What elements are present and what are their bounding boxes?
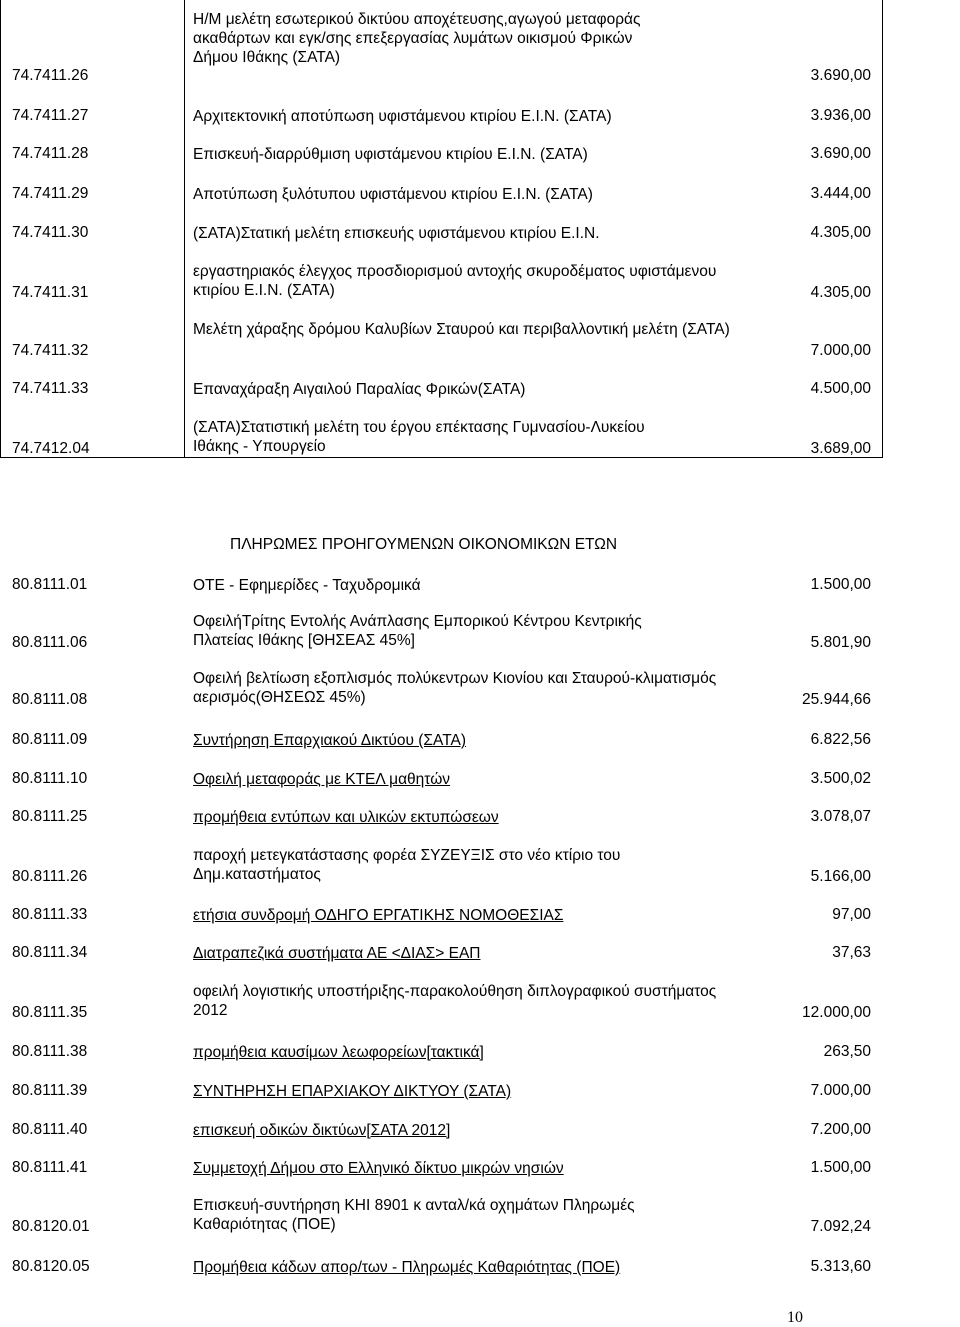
row-code: 80.8111.01 xyxy=(12,576,88,593)
row-code: 74.7411.30 xyxy=(12,224,89,241)
row-description: ΣΥΝΤΗΡΗΣΗ ΕΠΑΡΧΙΑΚΟΥ ΔΙΚΤΥΟΥ (ΣΑΤΑ) xyxy=(193,1083,512,1100)
row-code: 80.8111.10 xyxy=(12,770,88,787)
row-description: οφειλή λογιστικής υποστήριξης-παρακολούθηση διπλογραφικού συστήματος 2012 xyxy=(193,983,717,1019)
row-code: 74.7411.27 xyxy=(12,107,89,124)
row-code: 80.8111.40 xyxy=(12,1121,88,1138)
row-amount: 3.690,00 xyxy=(810,67,871,84)
row-amount: 3.078,07 xyxy=(810,808,871,825)
row-code: 74.7411.31 xyxy=(12,284,89,301)
row-description: ετήσια συνδρομή ΟΔΗΓΟ ΕΡΓΑΤΙΚΗΣ ΝΟΜΟΘΕΣΙΑΣ xyxy=(193,907,564,924)
row-description: Επαναχάραξη Αιγαιλού Παραλίας Φρικών(ΣΑΤΑ) xyxy=(193,381,526,398)
row-amount: 1.500,00 xyxy=(810,1159,871,1176)
row-amount: 6.822,56 xyxy=(810,731,871,748)
row-description: ΟΤΕ - Εφημερίδες - Ταχυδρομικά xyxy=(193,577,421,594)
row-code: 80.8111.09 xyxy=(12,731,88,748)
row-description: Επισκευή-συντήρηση ΚΗΙ 8901 κ ανταλ/κά οχημάτων Πληρωμές Καθαριότητας (ΠΟΕ) xyxy=(193,1197,635,1233)
row-amount: 4.305,00 xyxy=(810,224,871,241)
row-description: Διατραπεζικά συστήματα ΑΕ <ΔΙΑΣ> ΕΑΠ xyxy=(193,945,481,962)
row-code: 80.8111.41 xyxy=(12,1159,88,1176)
row-code: 80.8120.01 xyxy=(12,1218,90,1235)
row-code: 80.8111.26 xyxy=(12,868,88,885)
row-description: επισκευή οδικών δικτύων[ΣΑΤΑ 2012] xyxy=(193,1122,451,1139)
row-amount: 25.944,66 xyxy=(802,691,871,708)
row-description: (ΣΑΤΑ)Στατιστική μελέτη του έργου επέκτασης Γυμνασίου-Λυκείου Ιθάκης - Υπουργείο xyxy=(193,419,645,455)
row-amount: 4.500,00 xyxy=(810,380,871,397)
row-code: 80.8111.08 xyxy=(12,691,88,708)
row-description: Αποτύπωση ξυλότυπου υφιστάμενου κτιρίου Ε.Ι.Ν. (ΣΑΤΑ) xyxy=(193,186,593,203)
row-amount: 3.936,00 xyxy=(810,107,871,124)
row-amount: 5.801,90 xyxy=(810,634,871,651)
row-code: 80.8111.39 xyxy=(12,1082,88,1099)
row-code: 80.8111.35 xyxy=(12,1004,88,1021)
row-description: εργαστηριακός έλεγχος προσδιορισμού αντοχής σκυροδέματος υφιστάμενου κτιρίου Ε.Ι.Ν. (ΣΑΤΑ) xyxy=(193,263,717,299)
table-border-bottom xyxy=(0,457,883,458)
row-description: παροχή μετεγκατάστασης φορέα ΣΥΖΕΥΞΙΣ στο νέο κτίριο του Δημ.καταστήματος xyxy=(193,847,621,883)
row-amount: 4.305,00 xyxy=(810,284,871,301)
row-code: 74.7411.32 xyxy=(12,342,89,359)
row-description: Επισκευή-διαρρύθμιση υφιστάμενου κτιρίου Ε.Ι.Ν. (ΣΑΤΑ) xyxy=(193,146,588,163)
row-code: 80.8111.34 xyxy=(12,944,88,961)
row-description: Προμήθεια κάδων απορ/των - Πληρωμές Καθαριότητας (ΠΟΕ) xyxy=(193,1259,621,1276)
row-code: 74.7411.29 xyxy=(12,185,89,202)
row-description: Μελέτη χάραξης δρόμου Καλυβίων Σταυρού και περιβαλλοντική μελέτη (ΣΑΤΑ) xyxy=(193,321,730,338)
row-description: Αρχιτεκτονική αποτύπωση υφιστάμενου κτιρίου Ε.Ι.Ν. (ΣΑΤΑ) xyxy=(193,108,612,125)
row-amount: 3.690,00 xyxy=(810,145,871,162)
row-amount: 7.000,00 xyxy=(810,342,871,359)
row-amount: 97,00 xyxy=(832,906,871,923)
row-amount: 7.092,24 xyxy=(810,1218,871,1235)
row-amount: 1.500,00 xyxy=(810,576,871,593)
row-code: 80.8120.05 xyxy=(12,1258,90,1275)
row-code: 80.8111.38 xyxy=(12,1043,88,1060)
row-amount: 3.444,00 xyxy=(810,185,871,202)
row-code: 74.7411.26 xyxy=(12,67,89,84)
row-description: Συντήρηση Επαρχιακού Δικτύου (ΣΑΤΑ) xyxy=(193,732,467,749)
row-description: (ΣΑΤΑ)Στατική μελέτη επισκευής υφιστάμενου κτιρίου Ε.Ι.Ν. xyxy=(193,225,600,242)
row-description: Συμμετοχή Δήμου στο Ελληνικό δίκτυο μικρών νησιών xyxy=(193,1160,564,1177)
row-description: Η/Μ μελέτη εσωτερικού δικτύου αποχέτευσης,αγωγού μεταφοράς ακαθάρτων και εγκ/σης επεξεργασίας λυμάτων οικισμού Φρικών Δήμου Ιθάκης (ΣΑΤΑ) xyxy=(193,11,641,66)
row-description: Οφειλή μεταφοράς με ΚΤΕΛ μαθητών xyxy=(193,771,451,788)
row-amount: 3.500,02 xyxy=(810,770,871,787)
row-description: ΟφειλήΤρίτης Εντολής Ανάπλασης Εμπορικού Κέντρου Κεντρικής Πλατείας Ιθάκης [ΘΗΣΕΑΣ 45%] xyxy=(193,613,642,649)
section-heading: ΠΛΗΡΩΜΕΣ ΠΡΟΗΓΟΥΜΕΝΩΝ ΟΙΚΟΝΟΜΙΚΩΝ ΕΤΩΝ xyxy=(230,536,618,553)
row-amount: 263,50 xyxy=(823,1043,871,1060)
row-code: 74.7411.28 xyxy=(12,145,89,162)
row-amount: 5.313,60 xyxy=(810,1258,871,1275)
row-description: Οφειλή βελτίωση εξοπλισμός πολύκεντρων Κιονίου και Σταυρού-κλιματισμός αερισμός(ΘΗΣΕΩΣ 45%) xyxy=(193,670,717,706)
page-number: 10 xyxy=(787,1309,803,1326)
row-amount: 5.166,00 xyxy=(810,868,871,885)
row-amount: 7.200,00 xyxy=(810,1121,871,1138)
row-code: 74.7412.04 xyxy=(12,440,90,457)
table-row xyxy=(0,0,960,90)
row-code: 80.8111.06 xyxy=(12,634,88,651)
row-amount: 7.000,00 xyxy=(810,1082,871,1099)
row-description: προμήθεια εντύπων και υλικών εκτυπώσεων xyxy=(193,809,499,826)
row-amount: 12.000,00 xyxy=(802,1004,871,1021)
row-code: 80.8111.33 xyxy=(12,906,88,923)
row-description: προμήθεια καυσίμων λεωφορείων[τακτικά] xyxy=(193,1044,484,1061)
row-code: 74.7411.33 xyxy=(12,380,89,397)
row-amount: 3.689,00 xyxy=(810,440,871,457)
row-code: 80.8111.25 xyxy=(12,808,88,825)
row-amount: 37,63 xyxy=(832,944,871,961)
